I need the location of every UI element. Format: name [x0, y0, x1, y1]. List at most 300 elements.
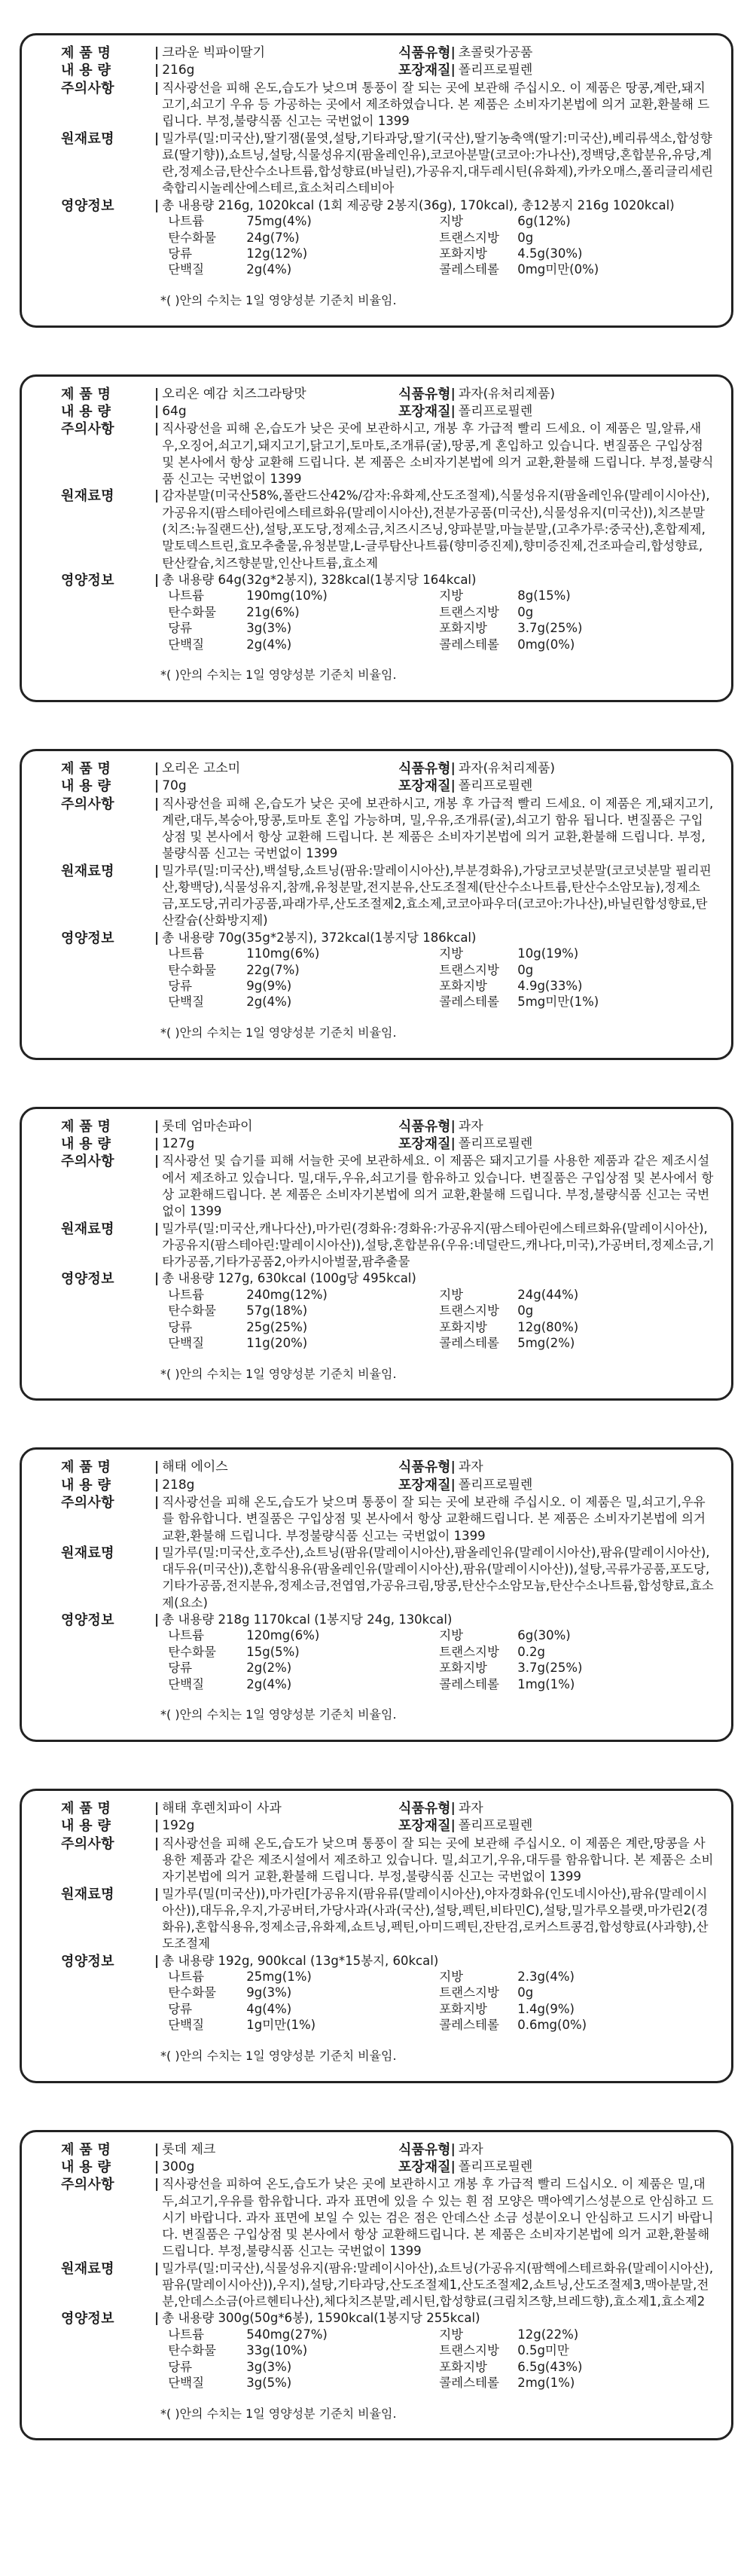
name-row: [61, 1459, 715, 1476]
separator: |: [154, 2260, 160, 2276]
nutrition-label: 영양정보: [61, 930, 114, 946]
nutrient-name: 트랜스지방: [439, 1644, 499, 1659]
nutrition-row: [61, 2310, 715, 2391]
nutrient-name: 지방: [439, 2327, 464, 2342]
food-type-label: 식품유형: [398, 45, 451, 61]
caution-label: 주의사항: [61, 796, 114, 812]
weight-value: 216g: [162, 63, 195, 78]
daily-value-note: *( )안의 수치는 1일 영양성분 기준치 비율임.: [160, 1707, 397, 1722]
separator: |: [154, 130, 160, 146]
caution-text: 직사광선을 피해 온도,습도가 낮으며 통풍이 잘 되는 곳에 보관해 주십시오. 이 제품은 밀,쇠고기,우유를 함유합니다. 변질품은 구입상점 및 본사에서 항상 교환해드립니다. 본 제품은 소비자기본법에 의거 교환,환불해 드립니다. 부정불량식품 신고는 국번없이 1399: [162, 1495, 706, 1543]
daily-value-note: *( )안의 수치는 1일 영양성분 기준치 비율임.: [160, 292, 397, 307]
nutrition-total: 총 내용량 64g(32g*2봉지), 328kcal(1봉지당 164kcal): [162, 572, 477, 587]
daily-value-note: *( )안의 수치는 1일 영양성분 기준치 비율임.: [160, 2048, 397, 2063]
product-name-label: 제 품 명: [61, 386, 111, 402]
separator: |: [154, 1118, 160, 1134]
nutrition-table: [168, 946, 710, 1010]
nutrient-value: 0.2g: [517, 1644, 545, 1659]
daily-value-note: *( )안의 수치는 1일 영양성분 기준치 비율임.: [160, 667, 397, 682]
nutrient-name: 탄수화물: [168, 962, 216, 977]
nutrient-name: 탄수화물: [168, 2343, 216, 2358]
nutrient-carbohydrate: [168, 1985, 439, 2000]
separator: |: [154, 404, 160, 420]
separator: |: [154, 2177, 160, 2193]
nutrient-value: 12g(80%): [517, 1319, 579, 1334]
nutrient-name: 지방: [439, 1969, 464, 1984]
food-type-label: 식품유형: [398, 1800, 451, 1817]
nutrient-sodium: [168, 1627, 439, 1643]
weight-row: [61, 1135, 715, 1153]
nutrient-sodium: [168, 588, 439, 604]
separator: |: [154, 1495, 160, 1511]
nutrient-name: 탄수화물: [168, 604, 216, 619]
nutrient-value: 3.7g(25%): [517, 621, 583, 636]
product-label-card: [20, 1447, 733, 1742]
packaging-value: 폴리프로필렌: [458, 404, 533, 420]
nutrient-name: 지방: [439, 946, 464, 961]
nutrient-saturated-fat: [439, 978, 710, 994]
nutrient-value: 6.5g(43%): [517, 2359, 583, 2374]
nutrition-table: [168, 588, 710, 652]
nutrient-name: 포화지방: [439, 979, 487, 993]
nutrient-value: 11g(20%): [246, 1336, 308, 1351]
separator: |: [154, 1221, 160, 1236]
packaging-value: 폴리프로필렌: [458, 1136, 533, 1152]
nutrient-value: 1mg(1%): [517, 1676, 575, 1691]
nutrient-value: 240mg(12%): [246, 1287, 328, 1302]
nutrient-name: 트랜스지방: [439, 604, 499, 619]
nutrient-name: 포화지방: [439, 246, 487, 261]
nutrition-label: 영양정보: [61, 572, 114, 588]
nutrient-value: 10g(19%): [517, 946, 579, 961]
nutrient-value: 120mg(6%): [246, 1628, 320, 1643]
nutrient-name: 나트륨: [168, 588, 205, 604]
nutrient-name: 당류: [168, 1319, 193, 1334]
nutrient-protein: [168, 2375, 439, 2391]
nutrient-fat: [439, 946, 710, 961]
nutrient-value: 22g(7%): [246, 962, 300, 977]
nutrient-trans-fat: [439, 2342, 710, 2358]
separator: |: [154, 1818, 160, 1834]
nutrient-value: 0.6mg(0%): [517, 2018, 587, 2033]
food-type-label: 식품유형: [398, 1459, 451, 1476]
product-name-label: 제 품 명: [61, 760, 111, 777]
separator: |: [154, 1545, 160, 1560]
caution-label: 주의사항: [61, 80, 114, 96]
weight-value: 127g: [162, 1136, 195, 1152]
nutrient-cholesterol: [439, 1335, 710, 1351]
nutrition-row: [61, 1612, 715, 1692]
nutrient-name: 단백질: [168, 1676, 205, 1691]
daily-value-note: *( )안의 수치는 1일 영양성분 기준치 비율임.: [160, 1025, 397, 1040]
ingredients-label: 원재료명: [61, 488, 114, 505]
ingredients-label: 원재료명: [61, 1545, 114, 1561]
food-type: 과자(유처리제품): [458, 760, 555, 776]
nutrition-table: [168, 213, 710, 278]
nutrition-table: [168, 2327, 710, 2391]
weight-value: 300g: [162, 2159, 195, 2174]
food-type-label: 식품유형: [398, 1118, 451, 1135]
nutrient-sugar: [168, 1660, 439, 1676]
nutrient-fat: [439, 213, 710, 229]
nutrient-name: 지방: [439, 214, 464, 229]
nutrient-protein: [168, 1335, 439, 1351]
nutrient-value: 2.3g(4%): [517, 1969, 575, 1984]
nutrient-name: 콜레스테롤: [439, 995, 499, 1010]
nutrient-name: 지방: [439, 1287, 464, 1302]
nutrient-value: 2g(4%): [246, 995, 292, 1010]
nutrient-value: 9g(9%): [246, 979, 292, 993]
ingredients-text: 감자분말(미국산58%,폴란드산42%/감자:유화제,산도조절제),식물성유지(팜올레인유(말레이시아산),가공유지(팜스테아린에스테르화유(말레이시아산),전분가공품(미국산),식물성유지(미국산)),치즈분말(치즈:뉴질랜드산),설탕,포도당,정제소금,치즈시즈닝,양파분말,마늘분말,(고추가루:중국산),혼합제제,말토덱스트린,효모추출물,유청분말,L-글루탐산나트륨(향미증진제),향미증진제,건조파슬리,합성향료,탄산칼슘,치즈향분말,인산나트륨,효소제: [162, 488, 710, 570]
nutrient-name: 탄수화물: [168, 1303, 216, 1319]
daily-value-note: *( )안의 수치는 1일 영양성분 기준치 비율임.: [160, 1366, 397, 1381]
product-label-card: [20, 33, 733, 328]
separator: |: [154, 2141, 160, 2157]
nutrient-sugar: [168, 2359, 439, 2375]
nutrient-name: 단백질: [168, 2018, 205, 2033]
ingredients-label: 원재료명: [61, 1886, 114, 1902]
nutrient-carbohydrate: [168, 962, 439, 978]
name-row: [61, 1118, 715, 1135]
separator: |: [154, 760, 160, 776]
nutrient-name: 나트륨: [168, 2327, 205, 2342]
nutrient-carbohydrate: [168, 604, 439, 620]
nutrient-value: 15g(5%): [246, 1644, 300, 1659]
ingredients-label: 원재료명: [61, 863, 114, 879]
nutrient-trans-fat: [439, 604, 710, 620]
separator: |: [450, 2159, 456, 2174]
nutrient-name: 당류: [168, 2359, 193, 2374]
nutrient-name: 당류: [168, 2001, 193, 2016]
nutrient-saturated-fat: [439, 2359, 710, 2375]
nutrition-label: 영양정보: [61, 1271, 114, 1288]
nutrition-total: 총 내용량 216g, 1020kcal (1회 제공량 2봉지(36g), 170kcal), 총12봉지 216g 1020kcal): [162, 197, 675, 212]
nutrient-carbohydrate: [168, 1644, 439, 1660]
nutrient-sugar: [168, 620, 439, 636]
weight-row: [61, 1817, 715, 1835]
nutrient-value: 21g(6%): [246, 604, 300, 619]
nutrient-value: 0.5g미만: [517, 2343, 569, 2358]
ingredients-text: 밀가루(밀:미국산),백설탕,쇼트닝(팜유:말레이시아산),부분경화유),가당코코넛분말(코코넛분말 필리핀산,황백당),식물성유지,참깨,유청분말,전지분유,산도조절제(탄산수소나트륨,탄산수소암모늄),정제소금,포도당,귀리가공품,파래가루,산도조절제2,효소제,코코아파우더(코코아:가나산),바닐린합성향료,탄산칼슘(산화방지제): [162, 863, 712, 928]
nutrient-value: 25g(25%): [246, 1319, 308, 1334]
weight-value: 192g: [162, 1818, 195, 1834]
separator: |: [450, 1818, 456, 1834]
packaging-value: 폴리프로필렌: [458, 2159, 533, 2174]
weight-label: 내 용 량: [61, 2159, 111, 2175]
nutrient-protein: [168, 994, 439, 1010]
packaging-label: 포장재질: [398, 1136, 451, 1153]
separator: |: [450, 760, 456, 776]
caution-row: [61, 420, 715, 487]
nutrient-value: 75mg(4%): [246, 214, 312, 229]
nutrient-name: 지방: [439, 1628, 464, 1643]
nutrient-value: 2mg(1%): [517, 2376, 575, 2391]
nutrient-value: 0g: [517, 1303, 534, 1319]
separator: |: [450, 778, 456, 794]
nutrient-cholesterol: [439, 2375, 710, 2391]
nutrient-value: 0mg(0%): [517, 637, 575, 652]
nutrient-trans-fat: [439, 1303, 710, 1319]
caution-row: [61, 2176, 715, 2260]
separator: |: [154, 1271, 160, 1287]
separator: |: [154, 930, 160, 946]
nutrient-value: 0g: [517, 1985, 534, 2000]
nutrient-value: 24g(44%): [517, 1287, 579, 1302]
food-type-label: 식품유형: [398, 386, 451, 402]
nutrient-saturated-fat: [439, 2001, 710, 2017]
nutrient-name: 단백질: [168, 637, 205, 652]
ingredients-row: [61, 130, 715, 197]
nutrient-protein: [168, 261, 439, 277]
nutrient-name: 트랜스지방: [439, 1985, 499, 2000]
food-type: 과자(유처리제품): [458, 386, 555, 402]
weight-row: [61, 2159, 715, 2176]
nutrient-value: 3g(3%): [246, 2359, 292, 2374]
ingredients-label: 원재료명: [61, 1221, 114, 1237]
nutrient-cholesterol: [439, 637, 710, 652]
caution-text: 직사광선을 피해 온도,습도가 낮으며 통풍이 잘 되는 곳에 보관해 주십시오. 이 제품은 계란,땅콩을 사용한 제품과 같은 제조시설에서 제조하고 있습니다. 밀,쇠고기,우유,대두를 함유합니다. 본 제품은 소비자기본법에 의거 교환,환불해 드립니다. 부정,불량식품 신고는 국번없이 1399: [162, 1835, 714, 1884]
caution-text: 직사광선을 피해 온,습도가 낮은 곳에 보관하시고, 개봉 후 가급적 빨리 드세요. 이 제품은 밀,알류,새우,오징어,쇠고기,돼지고기,닭고기,토마토,조개류(굴),땅콩,게 혼입하고 있습니다. 변질품은 구입상점 및 본사에서 항상 교환해 드립니다. 본 제품은 소비자기본법에 의거 교환,환불해 드립니다. 부정,불량식품 신고는 국번없이 1399: [162, 421, 714, 487]
nutrient-name: 트랜스지방: [439, 1303, 499, 1319]
separator: |: [154, 796, 160, 811]
weight-value: 70g: [162, 778, 187, 794]
nutrition-table: [168, 1287, 710, 1352]
nutrient-trans-fat: [439, 230, 710, 246]
nutrient-value: 57g(18%): [246, 1303, 308, 1319]
nutrient-cholesterol: [439, 261, 710, 277]
product-label-card: [20, 374, 733, 702]
caution-label: 주의사항: [61, 1495, 114, 1511]
nutrient-name: 포화지방: [439, 1661, 487, 1676]
separator: |: [154, 1835, 160, 1851]
nutrition-row: [61, 572, 715, 652]
nutrient-name: 나트륨: [168, 1287, 205, 1302]
nutrient-name: 단백질: [168, 262, 205, 277]
daily-value-note: *( )안의 수치는 1일 영양성분 기준치 비율임.: [160, 2406, 397, 2421]
nutrient-name: 콜레스테롤: [439, 2376, 499, 2391]
nutrient-cholesterol: [439, 994, 710, 1010]
caution-row: [61, 796, 715, 863]
packaging-value: 폴리프로필렌: [458, 778, 533, 794]
product-name-label: 제 품 명: [61, 45, 111, 61]
caution-text: 직사광선을 피하여 온도,습도가 낮은 곳에 보관하시고 개봉 후 가급적 빨리 드십시오. 이 제품은 밀,대두,쇠고기,우유를 함유합니다. 과자 표면에 있을 수 있는 흰 점 모양은 맥아엑기스성분으로 안심하고 드시기 바랍니다. 과자 표면에 보일 수 있는 검은 점은 안데스산 소금 성분이오니 안심하고 드시기 바랍니다. 변질품은 구입상점 및 본사에서 항상 교환해드립니다. 본 제품은 소비자기본법에 의거 교환,환불해드립니다. 부정,불량식품 신고는 국번없이 1399: [162, 2177, 714, 2259]
weight-label: 내 용 량: [61, 1477, 111, 1493]
product-name: 롯데 엄마손파이: [162, 1118, 253, 1134]
nutrient-value: 8g(15%): [517, 588, 571, 604]
nutrient-sodium: [168, 1287, 439, 1303]
caution-row: [61, 1153, 715, 1220]
separator: |: [450, 386, 456, 402]
food-type-label: 식품유형: [398, 2141, 451, 2158]
separator: |: [154, 1800, 160, 1816]
nutrient-saturated-fat: [439, 246, 710, 261]
caution-label: 주의사항: [61, 1835, 114, 1852]
ingredients-row: [61, 2260, 715, 2311]
nutrition-label: 영양정보: [61, 1953, 114, 1969]
nutrition-total: 총 내용량 70g(35g*2봉지), 372kcal(1봉지당 186kcal): [162, 930, 477, 945]
separator: |: [154, 1459, 160, 1475]
name-row: [61, 1800, 715, 1817]
nutrient-value: 4.5g(30%): [517, 246, 583, 261]
nutrient-value: 1g미만(1%): [246, 2018, 316, 2033]
ingredients-text: 밀가루(밀:미국산,캐나다산),마가린(경화유:경화유:가공유지(팜스테아린에스테르화유(말레이시아산),가공유지(팜스테아린:말레이시아산)),설탕,혼합분유(우유:네덜란드,캐나다,미국),가공버터,정제소금,기타가공품,기타가공품2,아카시아벌꿀,팜추출물: [162, 1221, 715, 1270]
separator: |: [154, 778, 160, 794]
separator: |: [154, 1136, 160, 1152]
nutrient-fat: [439, 1627, 710, 1643]
nutrient-name: 단백질: [168, 2376, 205, 2391]
separator: |: [154, 386, 160, 402]
separator: |: [450, 45, 456, 60]
nutrient-name: 나트륨: [168, 946, 205, 961]
separator: |: [450, 1477, 456, 1493]
separator: |: [154, 2159, 160, 2174]
nutrient-name: 트랜스지방: [439, 962, 499, 977]
nutrient-name: 콜레스테롤: [439, 2018, 499, 2033]
nutrient-name: 포화지방: [439, 2001, 487, 2016]
ingredients-row: [61, 1221, 715, 1271]
product-name-label: 제 품 명: [61, 2141, 111, 2158]
name-row: [61, 386, 715, 403]
product-name: 크라운 빅파이딸기: [162, 45, 265, 60]
nutrient-name: 트랜스지방: [439, 2343, 499, 2358]
packaging-value: 폴리프로필렌: [458, 1477, 533, 1493]
nutrient-name: 나트륨: [168, 1969, 205, 1984]
separator: |: [154, 63, 160, 78]
separator: |: [154, 197, 160, 213]
product-name-label: 제 품 명: [61, 1118, 111, 1135]
nutrient-value: 540mg(27%): [246, 2327, 328, 2342]
nutrient-sugar: [168, 2001, 439, 2017]
packaging-label: 포장재질: [398, 404, 451, 420]
ingredients-row: [61, 863, 715, 930]
nutrition-total: 총 내용량 218g 1170kcal (1봉지당 24g, 130kcal): [162, 1612, 453, 1627]
nutrient-value: 2g(2%): [246, 1661, 292, 1676]
separator: |: [154, 80, 160, 96]
food-type-label: 식품유형: [398, 760, 451, 777]
nutrient-cholesterol: [439, 1676, 710, 1692]
nutrient-sodium: [168, 2327, 439, 2342]
nutrient-name: 콜레스테롤: [439, 637, 499, 652]
separator: |: [154, 1953, 160, 1969]
nutrient-value: 5mg미만(1%): [517, 995, 599, 1010]
nutrient-name: 탄수화물: [168, 1985, 216, 2000]
product-name: 롯데 제크: [162, 2141, 216, 2157]
nutrient-name: 단백질: [168, 1336, 205, 1351]
nutrition-total: 총 내용량 300g(50g*6봉), 1590kcal(1봉지당 255kcal): [162, 2311, 480, 2326]
nutrient-saturated-fat: [439, 620, 710, 636]
nutrient-value: 2g(4%): [246, 1676, 292, 1691]
nutrient-name: 포화지방: [439, 1319, 487, 1334]
ingredients-row: [61, 1886, 715, 1953]
ingredients-row: [61, 1545, 715, 1612]
nutrient-value: 110mg(6%): [246, 946, 320, 961]
nutrient-name: 나트륨: [168, 1628, 205, 1643]
separator: |: [450, 2141, 456, 2157]
caution-row: [61, 1494, 715, 1545]
nutrient-value: 12g(22%): [517, 2327, 579, 2342]
nutrient-value: 190mg(10%): [246, 588, 328, 604]
nutrient-value: 6g(30%): [517, 1628, 571, 1643]
packaging-label: 포장재질: [398, 2159, 451, 2175]
nutrient-value: 0mg미만(0%): [517, 262, 599, 277]
nutrient-protein: [168, 637, 439, 652]
nutrition-row: [61, 197, 715, 278]
weight-value: 64g: [162, 404, 187, 420]
nutrient-trans-fat: [439, 1985, 710, 2000]
nutrient-carbohydrate: [168, 1303, 439, 1319]
nutrition-row: [61, 930, 715, 1010]
nutrient-value: 0g: [517, 230, 534, 245]
separator: |: [154, 572, 160, 588]
weight-label: 내 용 량: [61, 778, 111, 795]
caution-row: [61, 1835, 715, 1886]
nutrient-name: 콜레스테롤: [439, 1336, 499, 1351]
nutrient-value: 4.9g(33%): [517, 979, 583, 993]
separator: |: [450, 404, 456, 420]
packaging-label: 포장재질: [398, 778, 451, 795]
caution-row: [61, 80, 715, 130]
nutrient-value: 3.7g(25%): [517, 1661, 583, 1676]
separator: |: [154, 1886, 160, 1902]
nutrition-total: 총 내용량 127g, 630kcal (100g당 495kcal): [162, 1271, 416, 1286]
nutrient-value: 5mg(2%): [517, 1336, 575, 1351]
nutrient-name: 당류: [168, 1661, 193, 1676]
product-name-label: 제 품 명: [61, 1800, 111, 1817]
packaging-value: 폴리프로필렌: [458, 63, 533, 78]
packaging-label: 포장재질: [398, 63, 451, 79]
nutrient-value: 9g(3%): [246, 1985, 292, 2000]
separator: |: [154, 1477, 160, 1493]
separator: |: [450, 1118, 456, 1134]
food-type: 초콜릿가공품: [458, 45, 533, 60]
nutrient-name: 탄수화물: [168, 230, 216, 245]
nutrient-fat: [439, 1969, 710, 1985]
nutrition-table: [168, 1627, 710, 1692]
nutrient-sugar: [168, 978, 439, 994]
nutrient-value: 3g(5%): [246, 2376, 292, 2391]
separator: |: [154, 45, 160, 60]
nutrient-value: 6g(12%): [517, 214, 571, 229]
name-row: [61, 760, 715, 778]
separator: |: [154, 488, 160, 504]
name-row: [61, 44, 715, 62]
weight-row: [61, 403, 715, 420]
caution-label: 주의사항: [61, 1154, 114, 1170]
food-type: 과자: [458, 1459, 483, 1475]
name-row: [61, 2141, 715, 2159]
nutrient-value: 0g: [517, 962, 534, 977]
nutrient-value: 25mg(1%): [246, 1969, 312, 1984]
nutrient-protein: [168, 1676, 439, 1692]
nutrient-trans-fat: [439, 1644, 710, 1660]
nutrient-value: 12g(12%): [246, 246, 308, 261]
nutrient-name: 나트륨: [168, 214, 205, 229]
nutrient-name: 포화지방: [439, 621, 487, 636]
caution-text: 직사광선 및 습기를 피해 서늘한 곳에 보관하세요. 이 제품은 돼지고기를 사용한 제품과 같은 제조시설에서 제조하고 있습니다. 밀,대두,우유,쇠고기를 함유하고 있습니다. 변질품은 구입상점 및 본사에서 항상 교환해드립니다. 본 제품은 소비자기본법에 의거 교환,환불해 드립니다. 부정,불량식품 신고는 국번없이 1399: [162, 1154, 714, 1219]
weight-row: [61, 778, 715, 795]
separator: |: [154, 863, 160, 879]
ingredients-row: [61, 487, 715, 571]
nutrient-protein: [168, 2017, 439, 2033]
product-label-card: [20, 2130, 733, 2441]
ingredients-text: 밀가루(밀(미국산)),마가린[가공유지(팜유류(말레이시아산),야자경화유(인도네시아산),팜유(말레이시아산)),대두유,우지,가공버터,가당사과(사과(국산),설탕,펙틴,비타민C),설탕,밀가루오블랫,마가린2(경화유),혼합식용유,정제소금,유화제,쇼트닝,펙틴,아미드펙틴,잔탄검,로커스트콩검,합성향료(사과향),산도조절제: [162, 1886, 709, 1951]
nutrient-value: 3g(3%): [246, 621, 292, 636]
product-name: 오리온 예감 치즈그라탕맛: [162, 386, 306, 402]
nutrient-fat: [439, 1287, 710, 1303]
weight-label: 내 용 량: [61, 404, 111, 420]
nutrient-trans-fat: [439, 962, 710, 978]
nutrition-label: 영양정보: [61, 1612, 114, 1628]
